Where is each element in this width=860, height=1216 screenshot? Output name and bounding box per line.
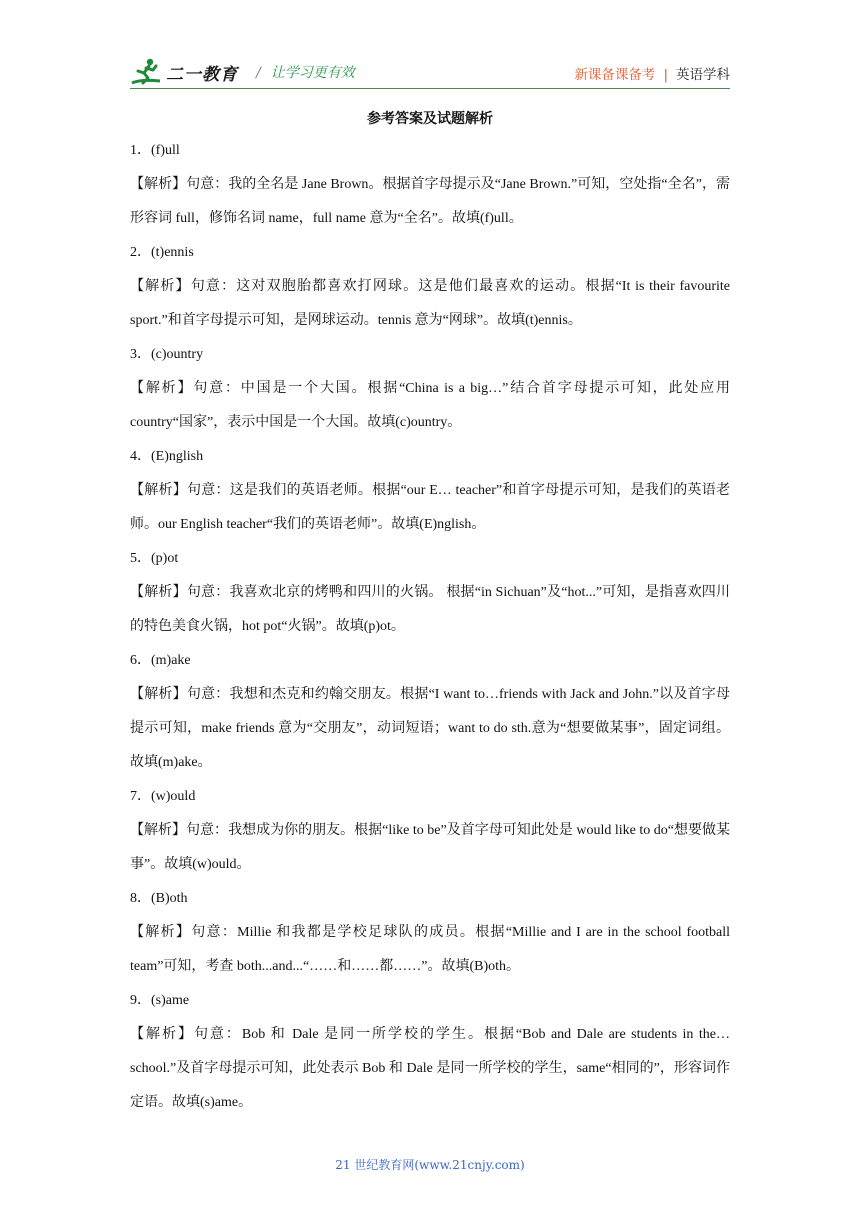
answer-line: 1．(f)ull: [130, 143, 180, 158]
answer-line: 3．(c)ountry: [130, 347, 204, 362]
slogan-text: 让学习更有效: [270, 65, 355, 81]
explanation-paragraph: 【解析】句意：我喜欢北京的烤鸭和四川的火锅。 根据“in Sichuan”及“hot...”可知，是指喜欢四川的特色美食火锅，hot pot“火锅”。故填(p)ot。: [130, 585, 730, 634]
page-title: 参考答案及试题解析: [367, 111, 493, 127]
logo: [130, 56, 238, 88]
tag-course-prep: 新课备课备考: [574, 67, 656, 83]
header-divider: [130, 88, 730, 89]
answer-line: 8．(B)oth: [130, 891, 188, 906]
explanation-paragraph: 【解析】句意：这是我们的英语老师。根据“our E… teacher”和首字母提示可知，是我们的英语老师。our English teacher“我们的英语老师”。故填(E)nglish。: [130, 483, 730, 532]
tag-subject: 英语学科: [676, 67, 730, 83]
header-tags: [574, 63, 730, 83]
answer-line: 9．(s)ame: [130, 993, 190, 1008]
answer-line: 2．(t)ennis: [130, 245, 194, 260]
answer-list: [130, 134, 730, 1120]
explanation-paragraph: 【解析】句意：Bob 和 Dale 是同一所学校的学生。根据“Bob and Dale are students in the…school.”及首字母提示可知，此处表示 Bob 和 Dale 是同一所学校的学生，same“相同的”，形容词作定语。故填(s)ame。: [130, 1027, 730, 1110]
footer-link[interactable]: 21 世纪教育网(www.21cnjy.com): [335, 1158, 525, 1172]
explanation-paragraph: 【解析】句意：我想和杰克和约翰交朋友。根据“I want to…friends with Jack and John.”以及首字母提示可知，make friends 意为“交朋友”，动词短语；want to do sth.意为“想要做某事”，固定词组。故填(m)ake。: [130, 687, 730, 770]
tag-separator: |: [663, 67, 668, 83]
answer-line: 5．(p)ot: [130, 551, 179, 566]
explanation-paragraph: 【解析】句意：Millie 和我都是学校足球队的成员。根据“Millie and I are in the school football team”可知，考查 both...and...“……和……都……”。故填(B)oth。: [130, 925, 730, 974]
explanation-paragraph: 【解析】句意：我想成为你的朋友。根据“like to be”及首字母可知此处是 would like to do“想要做某事”。故填(w)ould。: [130, 823, 730, 872]
answer-line: 7．(w)ould: [130, 789, 196, 804]
runner-logo-icon: [130, 57, 162, 87]
page-header: [130, 56, 730, 90]
answer-line: 6．(m)ake: [130, 653, 191, 668]
logo-text: 二一教育: [166, 64, 238, 85]
answer-line: 4．(E)nglish: [130, 449, 204, 464]
explanation-paragraph: 【解析】句意：这对双胞胎都喜欢打网球。这是他们最喜欢的运动。根据“It is their favourite sport.”和首字母提示可知，是网球运动。tennis 意为“网球”。故填(t)ennis。: [130, 279, 730, 328]
explanation-paragraph: 【解析】句意：中国是一个大国。根据“China is a big…”结合首字母提示可知，此处应用 country“国家”，表示中国是一个大国。故填(c)ountry。: [130, 381, 730, 430]
explanation-paragraph: 【解析】句意：我的全名是 Jane Brown。根据首字母提示及“Jane Brown.”可知，空处指“全名”，需形容词 full，修饰名词 name，full name 意为“全名”。故填(f)ull。: [130, 177, 730, 226]
slogan: / 让学习更有效: [256, 65, 355, 81]
